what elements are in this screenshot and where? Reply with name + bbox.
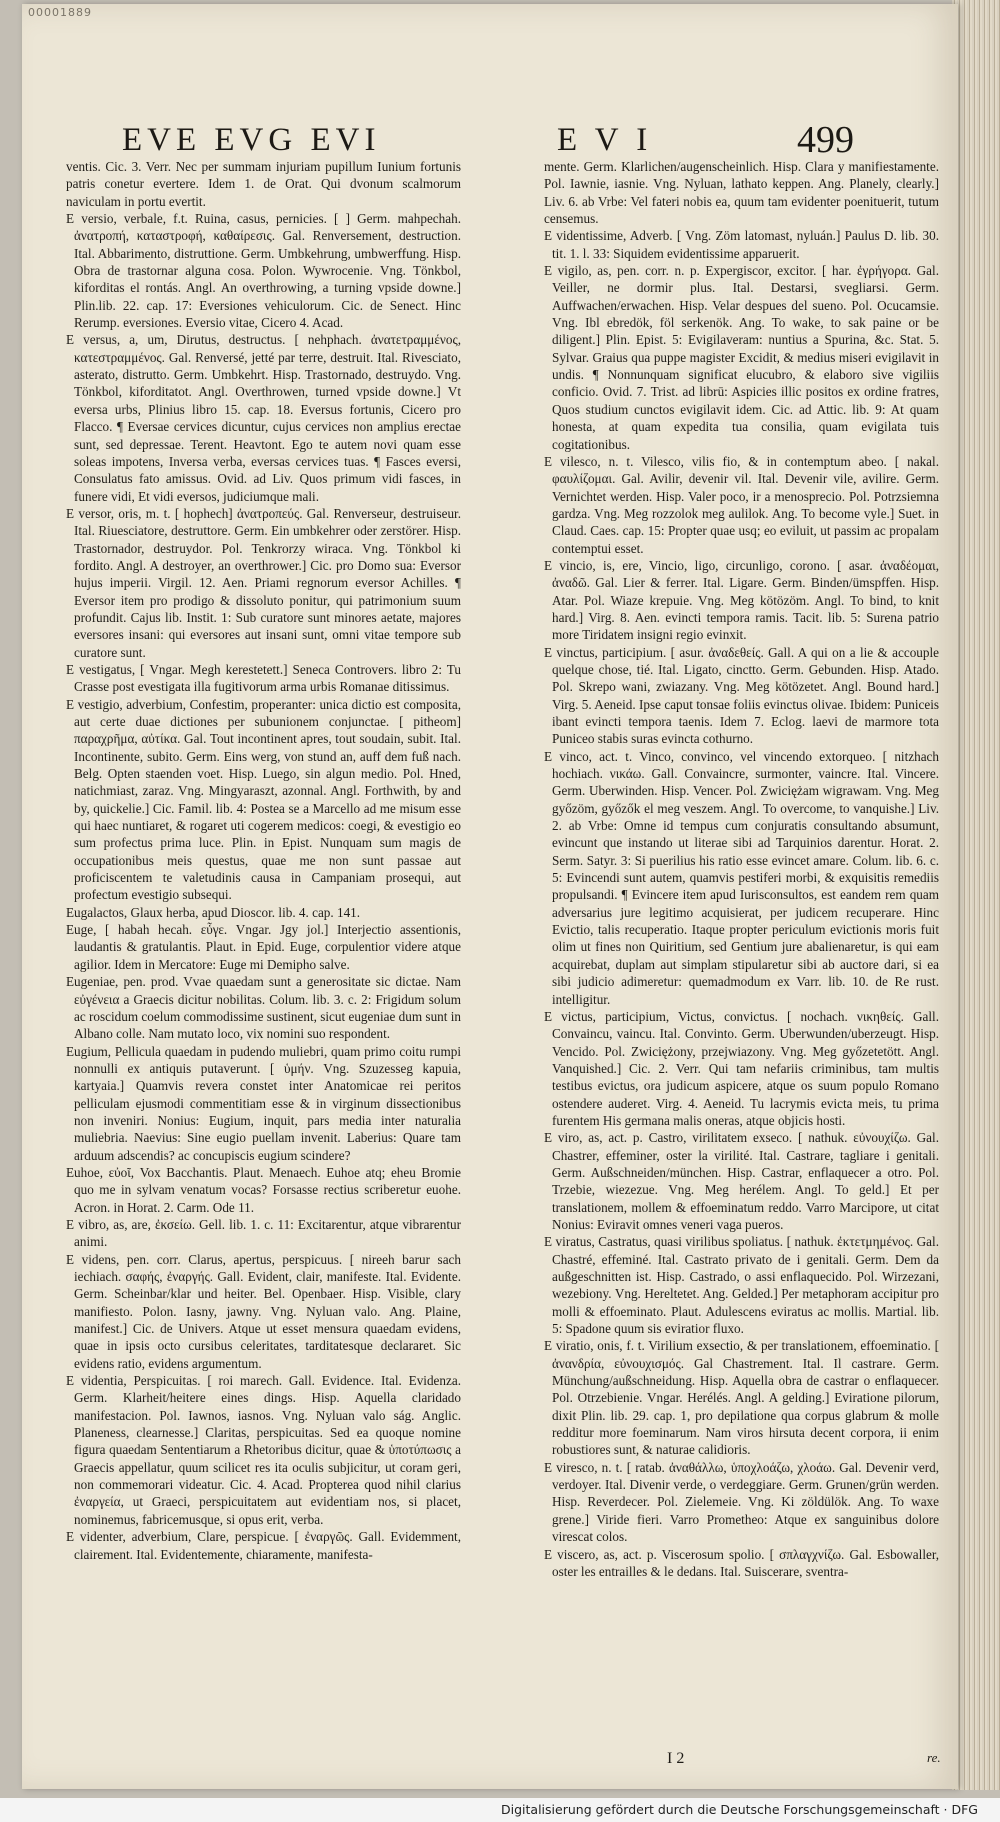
entry-eugium: Eugium, Pellicula quaedam in pudendo muliebri, quam primo coitu rumpi nonnulli ex antiquis putaverunt. [ ὑμήν. Vng. Szuzesseg kapuia, kartyaia.] Quamvis revera constet inter Anatomicae rei peritos pelliculam ejusmodi commentitiam esse & in virginum dissectionibus non inveniri. Nonius: Eugium, inquit, pars media inter naturalia muliebria. Naevius: Sine eugio puellam invenit. Laberius: Quare tam arduum adscendis? ac concupiscis eugium scindere? bbox=[66, 1043, 461, 1163]
entry-eversor: E versor, oris, m. t. [ hophech] ἀνατροπεύς. Gal. Renverseur, destruiseur. Ital. Riuesciatore, destruttore. Germ. Ein umbkehrer oder zerstörer. Hisp. Trastornador, destruydor. Pol. Tenkrorzy wiraca. Vng. Tönkbol ki fordito. Angl. A destroyer, an overthrower.] Cic. pro Domo sua: Eversor hujus imperii. Virgil. 12. Aen. Priami regnorum eversor Achilles. ¶ Eversor item pro prodigo & dissoluto ponitur, qui patrimonium suum profundit. Cajus lib. Instit. 1: Sub curatore sunt minores aetate, majores eversores insani: qui eversores aut insani sunt, omni vitae tempore sub curatore sunt. bbox=[66, 505, 461, 660]
entry-evictus: E victus, participium, Victus, convictus. [ nochach. νικηθείς. Gall. Convaincu, vaincu. Ital. Convinto. Germ. Uberwunden/uberzeugt. Hisp. Vencido. Pol. Zwiciężony, przejwiazony. Vng. Meg győzetetött. Angl. Vanquished.] Cic. 2. Verr. Qui tam nefariis criminibus, tam multis testibus evictus, ora judicum aspicere, atque os suum populo Romano ostendere auderet. Virg. 4. Aeneid. Tu lacrymis evicta meis, tu prima furentem His germana malis oneras, atque objicis hosti. bbox=[544, 1008, 939, 1128]
entry-eviratio: E viratio, onis, f. t. Virilium exsectio, & per translationem, effoeminatio. [ ἀνανδρία, εὐνουχισμός. Gal Chastrement. Ital. Il castrare. Germ. Münchung/außschneidung. Hisp. Aquella obra de castrar o enflaquecer. Pol. Otrzebienie. Vngar. Herélés. Angl. A gelding.] Eviratione pilorum, dixit Plin. lib. 29. cap. 1, pro depilatione qua corpus glabrum & molle redditur more foeminarum. Nam viros hirsuta decent corpora, ii enim robustiores sunt, & naturae calidioris. bbox=[544, 1338, 939, 1458]
entry-evigilo: E vigilo, as, pen. corr. n. p. Expergiscor, excitor. [ har. ἐγρήγορα. Gal. Veiller, ne dormir plus. Ital. Destarsi, svegliarsi. Germ. Auffwachen/erwachen. Hisp. Velar despues del sueno. Pol. Ocucamsie. Vng. Ibl ebredök, föl serkenök. Ang. To wake, to sak paine or be diligent.] Plin. Epist. 5: Evigilaveram: nuntius a Spurina, &c. Stat. 5. Sylvar. Graius qua puppe magister Excidit, & medius miseri evigilavit in undis. ¶ Nonnunquam significat elucubro, & elaboro sive vigiliis conficio. Ovid. 7. Trist. ad librū: Aspicies illic positos ex ordine fratres, Quos studium cunctos evigilavit idem. Cic. ad Attic. lib. 9: At quam honesta, at quam expedita tua consilia, quam evigilata tuis cogitationibus. bbox=[544, 263, 939, 452]
entry-eviscero: E viscero, as, act. p. Viscerosum spolio. [ σπλαγχνίζω. Gal. Esbowaller, oster les entrailles & le dedans. Ital. Suiscerare, sventra- bbox=[544, 1546, 939, 1579]
entry-eugeniae: Eugeniae, pen. prod. Vvae quaedam sunt a generositate sic dictae. Nam εὐγένεια a Graecis dicitur nobilitas. Colum. lib. 3. c. 2: Frigidum solum ac roscidum coelum commodissime sustinent, sicut eugeniae dum sunt in Albano colle. Nam mutato loco, vix nomini suo respondent. bbox=[66, 974, 461, 1042]
entry-eviratus: E viratus, Castratus, quasi virilibus spoliatus. [ nathuk. ἐκτετμημένος. Gal. Chastré, effeminé. Ital. Castrato privato de i genitali. Germ. Dem da außgeschnitten ist. Hisp. Castrado, o assi enflaquecido. Pol. Wirzezani, wezebiony. Vng. Hereltetet. Ang. Gelded.] Per metaphoram accipitur pro molli & effoeminato. Plaut. Adulescens eviratus ac mollis. Martial. lib. 5: Spadone quum sis eviratior fluxo. bbox=[544, 1234, 939, 1337]
page-edge bbox=[952, 0, 1000, 1790]
footer-bar bbox=[0, 1798, 1000, 1822]
entry-evestigio: E vestigio, adverbium, Confestim, properanter: unica dictio est composita, aut certe duae dictiones per subunionem conjunctae. [ pitheom] παραχρῆμα, αὐτίκα. Gal. Tout incontinent apres, tout soudain, subit. Ital. Incontinente, subito. Germ. Eins werg, von stund an, auff dem fuß nach. Belg. Opten staenden voet. Hisp. Luego, sin algun medio. Pol. Hned, natichmiast, zaraz. Vng. Mingyaraszt, azonnal. Angl. Forthwith, by and by, quickelie.] Cic. Famil. lib. 4: Postea se a Marcello ad me misum esse qui haec nuntiaret, & rogaret uti cogerem medicos: coegi, & evestigio eo sum profectus prima luce. Plin. in Epist. Nunquam sum magis de occupationibus meis questus, quae me non sunt passae aut proficiscentem te valetudinis causa in Campaniam prosequi, aut profectum evestigio subsequi. bbox=[66, 696, 461, 903]
entry-text: ventis. Cic. 3. Verr. Nec per summam injuriam pupillum Iunium fortunis patris conetur evertere. Idem 1. de Orat. Qui dvonum scalmorum naviculam in portu evertit. bbox=[66, 159, 461, 209]
book-page bbox=[22, 4, 958, 1789]
running-head-center: E V I bbox=[557, 122, 653, 158]
entry-eviresco: E viresco, n. t. [ ratab. ἀναθάλλω, ὑποχλοάζω, χλοάω. Gal. Devenir verd, verdoyer. Ital. Divenir verde, o verdeggiare. Germ. Grunen/grün werden. Hisp. Reverdecer. Pol. Zielemeie. Vng. Ki zöldülök. Ang. To waxe grene.] Viride fieri. Varro Prometheo: Atque ex sanguinibus dolore virescat colos. bbox=[544, 1459, 939, 1545]
entry-evidenter: E videnter, adverbium, Clare, perspicue. [ ἐναργῶς. Gall. Evidemment, clairement. Ital. Evidentemente, chiaramente, manifesta- bbox=[66, 1529, 461, 1562]
left-column bbox=[66, 158, 461, 1563]
entry-eversio: E versio, verbale, f.t. Ruina, casus, pernicies. [ ] Germ. mahpechah. ἀνατροπή, καταστροφή, καθαίρεσις. Gal. Renversement, destruction. Ital. Abbarimento, distruttione. Germ. Umbkehrung, umbwerffung. Hisp. Obra de trastornar alguna cosa. Polon. Wywrocenie. Vng. Tönkbol, kiforditas el rontás. Angl. An overthrowing, a turning vpside downe.] Plin.lib. 22. cap. 17: Eversiones vehiculorum. Cic. de Senect. Hinc Rerump. eversiones. Eversio vitae, Cicero 4. Acad. bbox=[66, 211, 461, 331]
entry-eugalactos: Eugalactos, Glaux herba, apud Dioscor. lib. 4. cap. 141. bbox=[66, 904, 361, 920]
entry-evidens: E videns, pen. corr. Clarus, apertus, perspicuus. [ nireeh barur sach iechiach. σαφής, ἐναργής. Gall. Evident, clair, manifeste. Ital. Evidente. Germ. Scheinbar/klar und heiter. Bel. Openbaer. Hisp. Visible, clary manifiesto. Polon. Iasny, jawny. Vng. Nyluan valo. Ang. Plaine, manifest.] Cic. de Univers. Atque ut esset mensura quaedam evidens, quae in ipsis octo cursibus celeritates, tarditatesque declararet. Sic evidens ratio, evidens argumentum. bbox=[66, 1251, 461, 1371]
page-number: 499 bbox=[797, 119, 854, 161]
entry-evincio: E vincio, is, ere, Vincio, ligo, circunligo, corono. [ asar. ἀναδέομαι, ἀναδῶ. Gal. Lier & ferrer. Ital. Ligare. Germ. Binden/ümspffen. Hisp. Atar. Pol. Wiaze krepuie. Vng. Meg kötözöm. Angl. To bind, to knit hard.] Virg. 8. Aen. evincti tempora ramis. Tacit. lib. 5: Surena patrio more Tiridatem insigni regio evinxit. bbox=[544, 557, 939, 643]
entry-euge: Euge, [ habah hecah. εὖγε. Vngar. Jgy jol.] Interjectio assentionis, laudantis & gratulantis. Plaut. in Epid. Euge, corpulentior videre atque agilior. Idem in Mercatore: Euge mi Demipho salve. bbox=[66, 922, 461, 972]
entry-evinctus: E vinctus, participium. [ asur. ἀναδεθείς. Gall. A qui on a lie & accouple quelque chose, tié. Ital. Ligato, cinctto. Germ. Gebunden. Hisp. Atado. Pol. Skrepo wani, zwiazany. Vng. Meg kötözetet. Angl. Bound hard.] Virg. 5. Aeneid. Ipse caput tonsae foliis evinctus olivae. Ibidem: Puniceis ibant evincti tempora taenis. Idem 7. Eclog. laevi de marmore tota Puniceo stabis suras evincta cothurno. bbox=[544, 644, 939, 747]
corner-mark: 00001889 bbox=[28, 6, 92, 19]
entry-text: mente. Germ. Klarlichen/augenscheinlich. Hisp. Clara y manifiestamente. Pol. Iawnie, iasnie. Vng. Nyluan, lathato keppen. Ang. Planely, clearly.] Liv. 6. ab Vrbe: Vel fateri nobis ea, quum tam evidenter poenituerit, tutum censemus. bbox=[544, 159, 939, 227]
entry-evinco: E vinco, act. t. Vinco, convinco, vel vincendo extorqueo. [ nitzhach hochiach. νικάω. Gall. Convaincre, surmonter, vaincre. Ital. Vincere. Germ. Uberwinden. Hisp. Vencer. Pol. Zwiciężam wigrawam. Vng. Meg győzöm, győzők el meg veszem. Angl. To overcome, to vanquishe.] Liv. 2. ab Vrbe: Omne id tempus cum conjuratis consultando absumunt, evincunt que instando ut literae sibi ad Tarquinios darentur. Horat. 2. Serm. Satyr. 3: Si puerilius his ratio esse evincet amare. Colum. lib. 6. c. 5: Evincendi sunt autem, quamvis pestiferi morbi, & exquisitis remediis propulsandi. ¶ Evincere item apud Iurisconsultos, est eandem rem quam adversarius jure legitimo acquisierat, per judicem recuperare. Hinc Evictio, talis recuperatio. Itaque propter periculum evictionis moris fuit olim ut fines non Quiritium, sed Gentium jure abalienaretur, is qui eam acquirebat, duplam aut simplam stipularetur sibi ab auctore dari, si ea sibi judicio adimeretur: quemadmodum ex Varr. lib. 10. de Re rust. intelligitur. bbox=[544, 748, 939, 1007]
entry-eversus: E versus, a, um, Dirutus, destructus. [ nehphach. ἀνατετραμμένος, κατεστραμμένος. Gal. Renversé, jetté par terre, destruit. Ital. Rivesciato, asterato, distrutto. Germ. Umbkehrt. Hisp. Trastornado, destruydo. Vng. Tönkbol, kiforditatot. Angl. Overthrowen, turned vpside downe.] Vt eversa urbs, Plinius libro 15. cap. 18. Eversus fortunis, Cicero pro Flacco. ¶ Eversae cervices dicuntur, cujus cervices non amplius erectae sunt, sed depressae. Terent. Heavtont. Ego te autem novi quam esse soleas impotens, Inversa verba, eversas cervices tuas. ¶ Fasces eversi, Consulatus fato amissus. Ovid. ad Liv. Quos primum vidi fasces, in funere vidi, Et vidi eversos, judiciumque mali. bbox=[66, 332, 461, 504]
entry-euhoe: Euhoe, εὐοῖ, Vox Bacchantis. Plaut. Menaech. Euhoe atq; eheu Bromie quo me in sylvam venatum vocas? Forsasse rectius scriberetur euohe. Acron. in Horat. 2. Carm. Ode 11. bbox=[66, 1164, 461, 1215]
entry-evestigatus: E vestigatus, [ Vngar. Megh kerestetett.] Seneca Controvers. libro 2: Tu Crasse post evestigata illa fugitivorum arma urbis Romanae ditissimus. bbox=[66, 661, 461, 695]
entry-evidentissime: E videntissime, Adverb. [ Vng. Zöm latomast, nyluán.] Paulus D. lib. 30. tit. 1. l. 33: Siquidem evidentissime apparuerit. bbox=[544, 228, 939, 261]
entry-evilesco: E vilesco, n. t. Vilesco, vilis fio, & in contemptum abeo. [ nakal. φαυλίζομαι. Gal. Avilir, devenir vil. Ital. Devenir vile, avilire. Germ. Vernichtet werden. Hisp. Valer poco, ir a menosprecio. Pol. Potrzsiemna gardza. Vng. Meg rozzolok meg aulilok. Ang. To become vyle.] Suet. in Claud. Caes. cap. 15: Propter quae usq; eo eviluit, ut passim ac propalam contemptui esset. bbox=[544, 453, 939, 556]
entry-evibro: E vibro, as, are, ἐκσείω. Gell. lib. 1. c. 11: Excitarentur, atque vibrarentur animi. bbox=[66, 1216, 461, 1250]
running-head-left: EVE EVG EVI bbox=[122, 122, 381, 158]
entry-evidentia: E videntia, Perspicuitas. [ roi marech. Gall. Evidence. Ital. Evidenza. Germ. Klarheit/heitere eines dings. Hisp. Aquella claridado manifestacion. Pol. Iawnos, iasnos. Vng. Nyluan valo ság. Anglic. Planeness, clearnesse.] Claritas, perspicuitas. Sed ea quoque nomine figura quaedam Sententiarum a Rhetoribus dicitur, quae & ὑποτύπωσις a Graecis appellatur, quum scilicet res ita oculis subjicitur, ut coram geri, non commemorari videatur. Cic. 4. Acad. Propterea quod nihil clarius ἐναργεία, ut Graeci, perspicuitatem aut evidentiam nos, si placet, nominemus, fabricemusque, si opus erit, verba. bbox=[66, 1373, 461, 1527]
entry-eviro: E viro, as, act. p. Castro, virilitatem exseco. [ nathuk. εὐνουχίζω. Gal. Chastrer, effeminer, oster la virilité. Ital. Castrare, tagliare i genitali. Germ. Außschneiden/münchen. Hisp. Castrar, enflaquecer a otro. Pol. Trzebie, wiezezue. Vng. Meg herélem. Angl. To geld.] Et per translationem, mollem & effoeminatum reddo. Varro Marcipore, ut citat Nonius: Eviravit omnes veneri vaga pueros. bbox=[544, 1130, 939, 1232]
catchword: re. bbox=[927, 1750, 941, 1765]
right-column bbox=[544, 158, 939, 1580]
signature-mark: I 2 bbox=[667, 1750, 685, 1767]
footer-credit: Digitalisierung gefördert durch die Deutsche Forschungsgemeinschaft · DFG bbox=[501, 1802, 978, 1817]
